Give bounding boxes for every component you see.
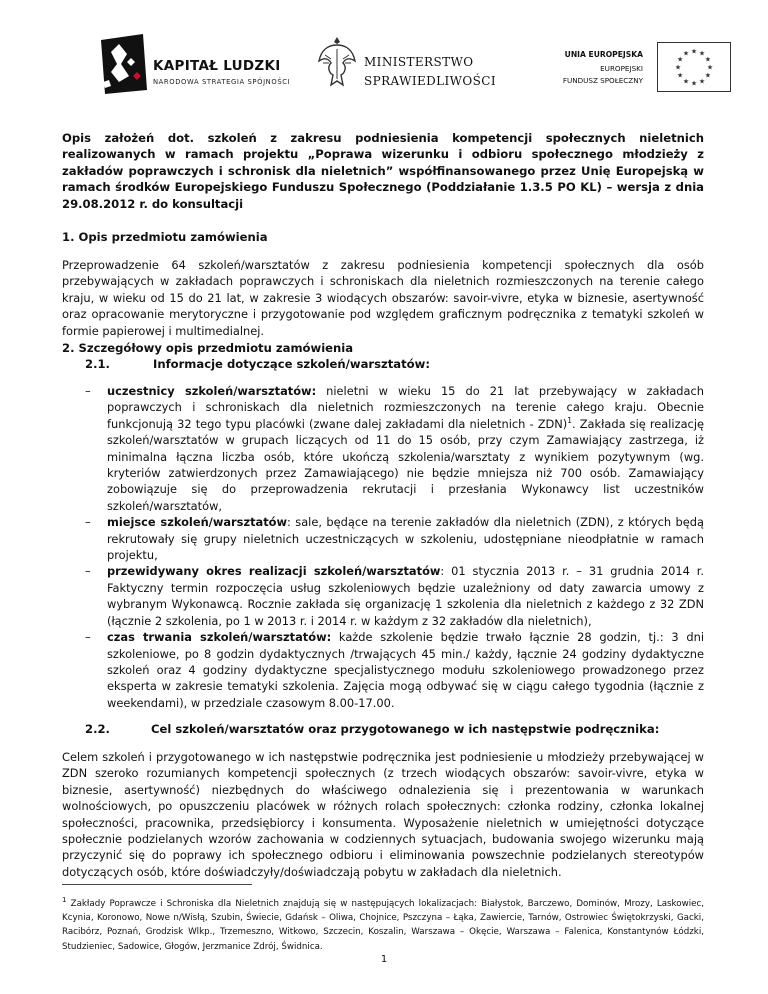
ministry-name-line2: SPRAWIEDLIWOŚCI — [364, 74, 496, 88]
section-1-heading: 1. Opis przedmiotu zamówienia — [62, 230, 268, 244]
eu-star-icon: ★ — [698, 77, 706, 86]
bullet-label: przewidywany okres realizacji szkoleń/warsztatów — [107, 564, 441, 579]
eu-flag-icon — [657, 42, 731, 92]
page-number: 1 — [380, 954, 388, 965]
bullet-label: uczestnicy szkoleń/warsztatów: — [107, 384, 317, 398]
eu-star-icon: ★ — [682, 77, 690, 86]
kapital-ludzki-mark-icon — [97, 32, 149, 96]
bullet-list — [85, 383, 705, 711]
footnote — [62, 893, 704, 954]
section-1-body: Przeprowadzenie 64 szkoleń/warsztatów z zakresu podniesienia kompetencji społecznych dla osób przebywających w zakładach poprawczych i schroniskach dla nieletnich rozmieszczonych na terenie całego kraju, w wieku od 15 do 21 lat, w zakresie 3 wiodących obszarów: savoir-vivre, etyka w biznesie, asertywność oraz opracowanie merytoryczne i przygotowanie pod względem graficznym podręcznika z tematyki szkoleń w formie papierowej i multimedialnej. — [62, 258, 704, 338]
kapital-ludzki-subtitle: NARODOWA STRATEGIA SPÓJNOŚCI — [153, 78, 291, 86]
subsection-2-2-number: 2.2. — [85, 722, 110, 736]
eu-logo — [515, 36, 745, 96]
bullet-label: czas trwania szkoleń/warsztatów: — [107, 630, 332, 645]
section-2-heading: 2. Szczegółowy opis przedmiotu zamówienia — [62, 341, 354, 355]
bullet-text: nieletni w wieku 15 do 21 lat przebywający w zakładach poprawczych i schroniskach dla nieletnich rozmieszczonych na terenie całego kraju. Obecnie funkcjonują 32 tego typu placówki (zwane dalej zakładami dla nieletnich - ZDN) — [107, 384, 705, 431]
eu-star-icon: ★ — [704, 55, 711, 64]
eu-star-icon: ★ — [704, 71, 711, 80]
eu-star-icon: ★ — [677, 71, 684, 80]
bullet-text: : 01 stycznia 2013 r. – 31 grudnia 2014 r. Faktyczny termin rozpoczęcia usług szkoleniowych będzie uzależniony od daty zawarcia umowy z wybranym Wykonawcą. Rocznie zakłada się organizację 1 szkolenia dla nieletnich z każdego z 32 ZDN (łącznie 2 szkolenia, po 1 w 2013 r. i 2014 r. w każdym z 32 zakładów dla nieletnich), — [107, 564, 705, 628]
eu-line2: EUROPEJSKI — [600, 64, 643, 73]
bullet-text-cont: . Zakłada się realizację szkoleń/warsztatów w grupach liczących od 11 do 15 osób, przy czym Zamawiający zastrzega, iż minimalna łączna liczba osób, które ukończą szkolenia/warsztaty z wynikiem pozytywnym (wg. kryteriów zatwierdzonych przez Zamawiającego) nie będzie mniejsza niż 700 osób. Zamawiający zobowiązuje się do przeprowadzenia rekrutacji i przesłania Wykonawcy list uczestników szkoleń/warsztatów, — [107, 416, 704, 513]
document-title: Opis założeń dot. szkoleń z zakresu podniesienia kompetencji społecznych nieletnich realizowanych w ramach projektu „Poprawa wizerunku i odbioru społecznego młodzieży z zakładów poprawczych i schronisk dla nieletnich” współfinansowanego przez Unię Europejską w ramach środków Europejskiego Funduszu Społecznego (Poddziałanie 1.3.5 PO KL) – wersja z dnia 29.08.2012 r. do konsultacji — [62, 131, 704, 211]
eagle-emblem-icon — [317, 33, 357, 93]
eu-star-icon: ★ — [698, 49, 706, 58]
bullet-label: miejsce szkoleń/warsztatów — [107, 515, 287, 530]
bullet-dash: – — [85, 515, 91, 530]
eu-line1: UNIA EUROPEJSKA — [564, 50, 643, 59]
list-item — [85, 514, 704, 563]
eu-star-icon: ★ — [706, 63, 714, 72]
kapital-ludzki-title: KAPITAŁ LUDZKI — [153, 58, 281, 74]
footnote-separator — [62, 884, 252, 885]
ministry-name-line1: MINISTERSTWO — [364, 55, 474, 69]
subsection-2-1-title: Informacje dotyczące szkoleń/warsztatów: — [153, 357, 430, 371]
subsection-2-2-body: Celem szkoleń i przygotowanego w ich następstwie podręcznika jest podniesienie u młodzieży przebywającej w ZDN szeroko rozumianych kompetencji społecznych (z trzech wiodących obszarów: savoir-vivre, etyka w biznesie, asertywność) niezbędnych do właściwego odnalezienia się i prezentowania w warunkach wolnościowych, po opuszczeniu placówek w różnych rolach społecznych: członka rodziny, członka lokalnej społeczności, pracownika, przedsiębiorcy i konsumenta. Wyposażenie nieletnich w umiejętności dotyczące społecznie podzielanych wzorów zachowania w codziennych sytuacjach, budowania swojego wizerunku mają przyczynić się do poprawy ich społecznego odbioru i eliminowania powszechnie podzielanych stereotypów dotyczących osób, które doświadczyły/doświadczają pobytu w zakładach dla nieletnich. — [62, 750, 704, 879]
footnote-ref: 1 — [567, 416, 573, 426]
subsection-2-2-title: Cel szkoleń/warsztatów oraz przygotowanego w ich następstwie podręcznika: — [151, 722, 660, 736]
eu-star-icon: ★ — [674, 63, 682, 72]
bullet-dash: – — [85, 564, 91, 579]
bullet-text: : sale, będące na terenie zakładów dla nieletnich (ZDN), z których będą rekrutowały się grupy nieletnich uczestniczących w szkoleniu, udostępniane nieodpłatnie w ramach projektu, — [107, 515, 704, 563]
header-logos — [95, 30, 745, 100]
eu-star-icon: ★ — [677, 55, 684, 64]
kapital-ludzki-logo — [95, 30, 335, 100]
subsection-2-2-heading — [85, 722, 659, 736]
bullet-text: każde szkolenie będzie trwało łącznie 28 godzin, tj.: 3 dni szkoleniowe, po 8 godzin dydaktycznych /trwających 45 min./ każdy, łącznie 24 godziny dydaktyczne szkoleń oraz 4 godziny dydaktyczne specjalistycznego modułu szkoleniowego prowadzonego przez eksperta w zakresie tematyki szkolenia. Zajęcia mogą odbywać się w ciągu całego tygodnia (łącznie z weekendami), w przedziale czasowym 8.00-17.00. — [107, 630, 704, 710]
list-item — [85, 563, 705, 629]
subsection-2-1-number: 2.1. — [85, 357, 110, 371]
list-item — [85, 629, 704, 711]
list-item — [85, 383, 705, 514]
footnote-number: 1 — [62, 896, 67, 904]
eu-star-icon: ★ — [682, 49, 690, 58]
subsection-2-1-heading — [85, 357, 430, 371]
eu-star-icon: ★ — [690, 47, 698, 56]
eu-line3: FUNDUSZ SPOŁECZNY — [562, 76, 643, 85]
eu-star-icon: ★ — [690, 79, 698, 88]
footnote-text: Zakłady Poprawcze i Schroniska dla Nieletnich znajdują się w następujących lokalizacjach: Białystok, Barczewo, Dominów, Mrozy, Laskowiec, Kcynia, Koronowo, Nowe n/Wisłą, Szubin, Świecie, Gdańsk – Oliwa, Chojnice, Pszczyna – Łąka, Zawiercie, Tarnów, Ostrowiec Świętokrzyski, Gacki, Racibórz, Poznań, Grodzisk Wlkp., Trzemeszno, Witkowo, Szczecin, Koszalin, Warszawa – Okęcie, Warszawa – Falenica, Konstantynów Łódzki, Studzieniec, Sadowice, Głogów, Jerzmanice Zdrój, Świdnica. — [62, 898, 704, 952]
bullet-dash: – — [85, 630, 91, 645]
bullet-dash: – — [85, 384, 91, 398]
ministry-logo — [317, 33, 517, 99]
